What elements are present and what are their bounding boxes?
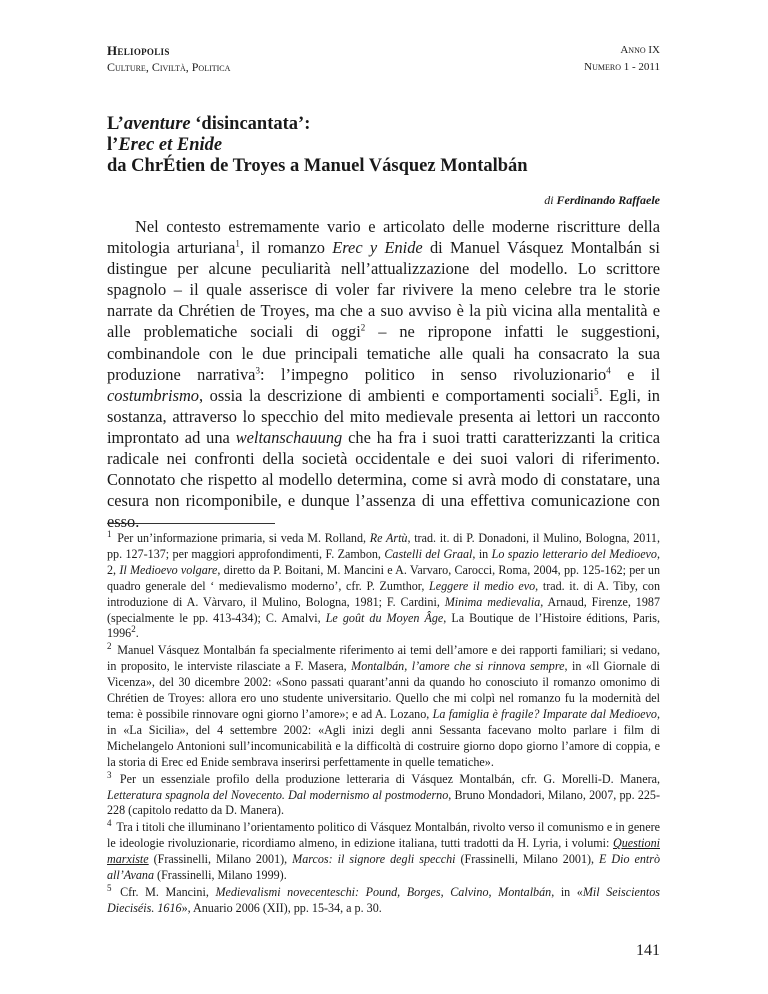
footnote-ref[interactable]: 2 (360, 323, 366, 333)
body-text (107, 216, 660, 532)
footnote-ref[interactable]: 4 (606, 365, 611, 376)
article-title (107, 114, 667, 177)
running-header-right (584, 42, 660, 76)
footnote-ref[interactable]: 1 (235, 238, 240, 249)
journal-year: Anno IX (620, 44, 660, 56)
footnotes (107, 528, 661, 918)
footnote-5: $^5$ Cfr. M. Mancini, Medievalismi novecenteschi: Pound, Borges, Calvino, Montalbán, in «Mil Seiscientos Dieciséis. 1616», Anuario 2006 (XII), pp. 15-34, a p. 30. (107, 882, 660, 915)
title-work: Erec et Enide (118, 135, 223, 155)
journal-name: Heliopolis (107, 43, 170, 58)
title-line-2: l’Erec et Enide (107, 135, 223, 155)
journal-issue: Numero 1 - 2011 (584, 61, 660, 73)
title-line-3: da ChrÉtien de Troyes a Manuel Vásquez Montalbán (107, 156, 528, 176)
page-number: 141 (636, 942, 660, 959)
footnote-ref[interactable]: 3 (255, 365, 260, 376)
footnote-4: $^4$ Tra i titoli che illuminano l’orientamento politico di Vásquez Montalbán, rivolto verso il comunismo e in genere le ideologie rivoluzionarie, ricordiamo almeno, in edizione italiana, tutti tradotti da H. Lyria, i volumi: Questioni marxiste (Frassinelli, Milano 2001), Marcos: il signore degli specchi (Frassinelli, Milano 2001), E Dio entrò all’Avana (Frassinelli, Milano 1999). (107, 818, 661, 883)
footnote-1: $^1$ Per un’informazione primaria, si veda M. Rolland, Re Artù, trad. it. di P. Donadoni, il Mulino, Bologna, 2011, pp. 127-137; per maggiori approfondimenti, F. Zambon, Castelli del Graal, in Lo spazio letterario del Medioevo, 2, Il Medioevo volgare, diretto da P. Boitani, M. Mancini e A. Varvaro, Carocci, Roma, 2004, pp. 125-162; per un quadro generale del ‘ medievalismo moderno’, cfr. P. Zumthor, Leggere il medio evo, trad. it. di A. Tiby, con introduzione di A. Vàrvaro, il Mulino, Bologna, 1981; F. Cardini, Minima medievalia, Arnaud, Firenze, 1987 (specialmente le pp. 413-434); C. Amalvi, Le goût du Moyen Âge, La Boutique de l’Histoire éditions, Paris, 1996$^2$. (107, 528, 661, 641)
title-term-aventure: aventure (123, 114, 191, 134)
title-line-1: L’aventure ‘disincantata’: (107, 114, 311, 134)
byline: di Ferdinando Raffaele (544, 193, 660, 207)
footnote-2: $^2$ Manuel Vásquez Montalbán fa specialmente riferimento ai temi dell’amore e dei rapporti familiari; si vedano, in proposito, le interviste rilasciate a F. Masera, Montalbán, l’amore che si rinnova sempre, in «Il Giornale di Vicenza», del 30 dicembre 2002: «Sono passati quarant’anni da quando ho conosciuto il romanzo omonimo di Chrétien de Troyes: allora ero uno studente universitario. Quello che mi colpì nel romanzo fu la modernità del tema: è possibile rinnovare ogni giorno l’amore»; e ad A. Lozano, La famiglia è fragile? Imparate dal Medioevo, in «La Sicilia», del 4 settembre 2002: «Agli inizi degli anni Sessanta facevano molto parlare i film di Michelangelo Antonioni sull’incomunicabilità e la difficoltà di costruire giorno dopo giorno l’amore di coppia, e la storia di Erec ed Enide sembrava inserirsi perfettamente in quelle tematiche». (107, 641, 660, 769)
paragraph: Nel contesto estremamente vario e articolato delle moderne riscritture della mitologia arturiana$^1$, il romanzo Erec y Enide di Manuel Vásquez Montalbán si distingue per alcune peculiarità nell’attualizzazione del modello. Lo scrittore spagnolo – il quale asserisce di voler far rivivere la meno celebre tra le storie narrate da Chrétien de Troyes, ma che a suo avviso è la più vicina alla mentalità e alle problematiche sociali di oggi$^2$ – ne ripropone infatti le suggestioni, combinandole con le due principali tematiche alle quali ha consacrato la sua produzione narrativa$^3$: l’impegno politico in senso rivoluzionario$^4$ e il costumbrismo, ossia la descrizione di ambienti e comportamenti sociali$^5$. Egli, in sostanza, attraverso lo specchio del mito medievale presenta ai lettori un racconto improntato ad una weltanschauung che ha fra i suoi tratti caratterizzanti la critica radicale nei confronti della società occidentale e dei suoi valori di riferimento. Connotato che rispetto al modello determina, come si avrà modo di constatare, una cesura non ricomponibile, e dunque l’assenza di una effettiva comunicazione con esso. (107, 217, 661, 532)
footnote-3: $^3$ Per un essenziale profilo della produzione letteraria di Vásquez Montalbán, cfr. G. Morelli-D. Manera, Letteratura spagnola del Novecento. Dal modernismo al postmoderno, Bruno Mondadori, Milano, 2007, pp. 225-228 (capitolo redatto da D. Manera). (107, 769, 660, 818)
author-name: Ferdinando Raffaele (556, 193, 660, 207)
footnote-ref[interactable]: 5 (594, 386, 599, 397)
running-header-left (107, 42, 230, 76)
journal-subtitle: Culture, Civiltà, Politica (107, 60, 231, 74)
footnote-divider (107, 523, 275, 524)
